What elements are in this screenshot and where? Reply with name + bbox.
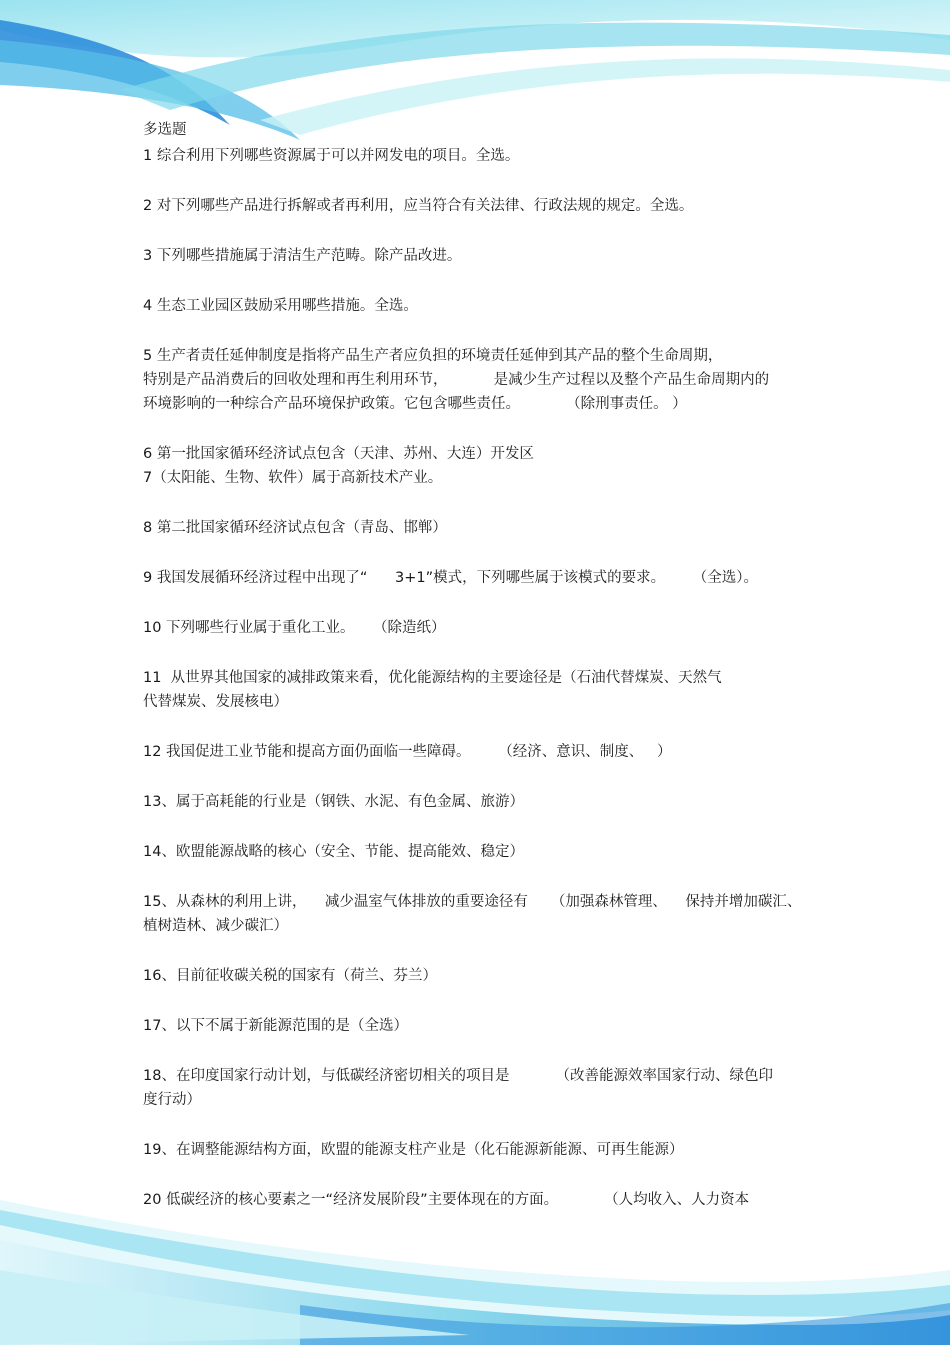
- question-item: [143, 964, 823, 988]
- question-item: [143, 1014, 823, 1038]
- question-line: 4 生态工业园区鼓励采用哪些措施。全选。: [143, 298, 418, 314]
- document-body: [143, 118, 823, 1238]
- question-item: [143, 442, 823, 466]
- question-line: 14、欧盟能源战略的核心（安全、节能、提高能效、稳定）: [143, 844, 524, 860]
- question-line: 5 生产者责任延伸制度是指将产品生产者应负担的环境责任延伸到其产品的整个生命周期，: [143, 348, 723, 364]
- question-line: 2 对下列哪些产品进行拆解或者再利用，应当符合有关法律、行政法规的规定。全选。: [143, 198, 694, 214]
- question-line: 11 从世界其他国家的减排政策来看，优化能源结构的主要途径是（石油代替煤炭、天然气: [143, 670, 722, 686]
- question-line: 19、在调整能源结构方面，欧盟的能源支柱产业是（化石能源新能源、可再生能源）: [143, 1142, 684, 1158]
- question-line: 18、在印度国家行动计划，与低碳经济密切相关的项目是 （改善能源效率国家行动、绿色印: [143, 1068, 774, 1084]
- question-item: [143, 466, 823, 490]
- question-line: 9 我国发展循环经济过程中出现了“ 3+1”模式，下列哪些属于该模式的要求。 （全选）。: [143, 570, 759, 586]
- question-line: 6 第一批国家循环经济试点包含（天津、苏州、大连）开发区: [143, 446, 534, 462]
- question-line: 7（太阳能、生物、软件）属于高新技术产业。: [143, 470, 443, 486]
- question-line: 13、属于高耗能的行业是（钢铁、水泥、有色金属、旅游）: [143, 794, 524, 810]
- section-heading: 多选题: [143, 122, 187, 138]
- question-line: 1 综合利用下列哪些资源属于可以并网发电的项目。全选。: [143, 148, 520, 164]
- question-item: [143, 344, 823, 416]
- question-line: 12 我国促进工业节能和提高方面仍面临一些障碍。 （经济、意识、制度、 ）: [143, 744, 672, 760]
- question-item: [143, 1188, 823, 1212]
- question-line: 特别是产品消费后的回收处理和再生利用环节， 是减少生产过程以及整个产品生命周期内的: [143, 372, 770, 388]
- question-item: [143, 1064, 823, 1112]
- question-list: [143, 144, 823, 1212]
- question-item: [143, 740, 823, 764]
- question-line: 3 下列哪些措施属于清洁生产范畴。除产品改进。: [143, 248, 462, 264]
- question-line: 16、目前征收碳关税的国家有（荷兰、芬兰）: [143, 968, 437, 984]
- question-line: 代替煤炭、发展核电）: [143, 694, 288, 710]
- question-item: [143, 566, 823, 590]
- question-item: [143, 194, 823, 218]
- question-item: [143, 666, 823, 714]
- question-line: 8 第二批国家循环经济试点包含（青岛、邯郸）: [143, 520, 447, 536]
- question-item: [143, 294, 823, 318]
- question-line: 17、以下不属于新能源范围的是（全选）: [143, 1018, 408, 1034]
- question-item: [143, 516, 823, 540]
- question-line: 15、从森林的利用上讲， 减少温室气体排放的重要途径有 （加强森林管理、 保持并增加碳汇、: [143, 894, 802, 910]
- question-item: [143, 790, 823, 814]
- question-item: [143, 840, 823, 864]
- question-line: 10 下列哪些行业属于重化工业。 （除造纸）: [143, 620, 446, 636]
- question-item: [143, 144, 823, 168]
- question-line: 20 低碳经济的核心要素之一“经济发展阶段”主要体现在的方面。 （人均收入、人力资本: [143, 1192, 750, 1208]
- question-line: 环境影响的一种综合产品环境保护政策。它包含哪些责任。 （除刑事责任。 ）: [143, 396, 687, 412]
- question-item: [143, 1138, 823, 1162]
- question-item: [143, 616, 823, 640]
- question-item: [143, 890, 823, 938]
- question-line: 度行动）: [143, 1092, 201, 1108]
- question-item: [143, 244, 823, 268]
- question-line: 植树造林、减少碳汇）: [143, 918, 288, 934]
